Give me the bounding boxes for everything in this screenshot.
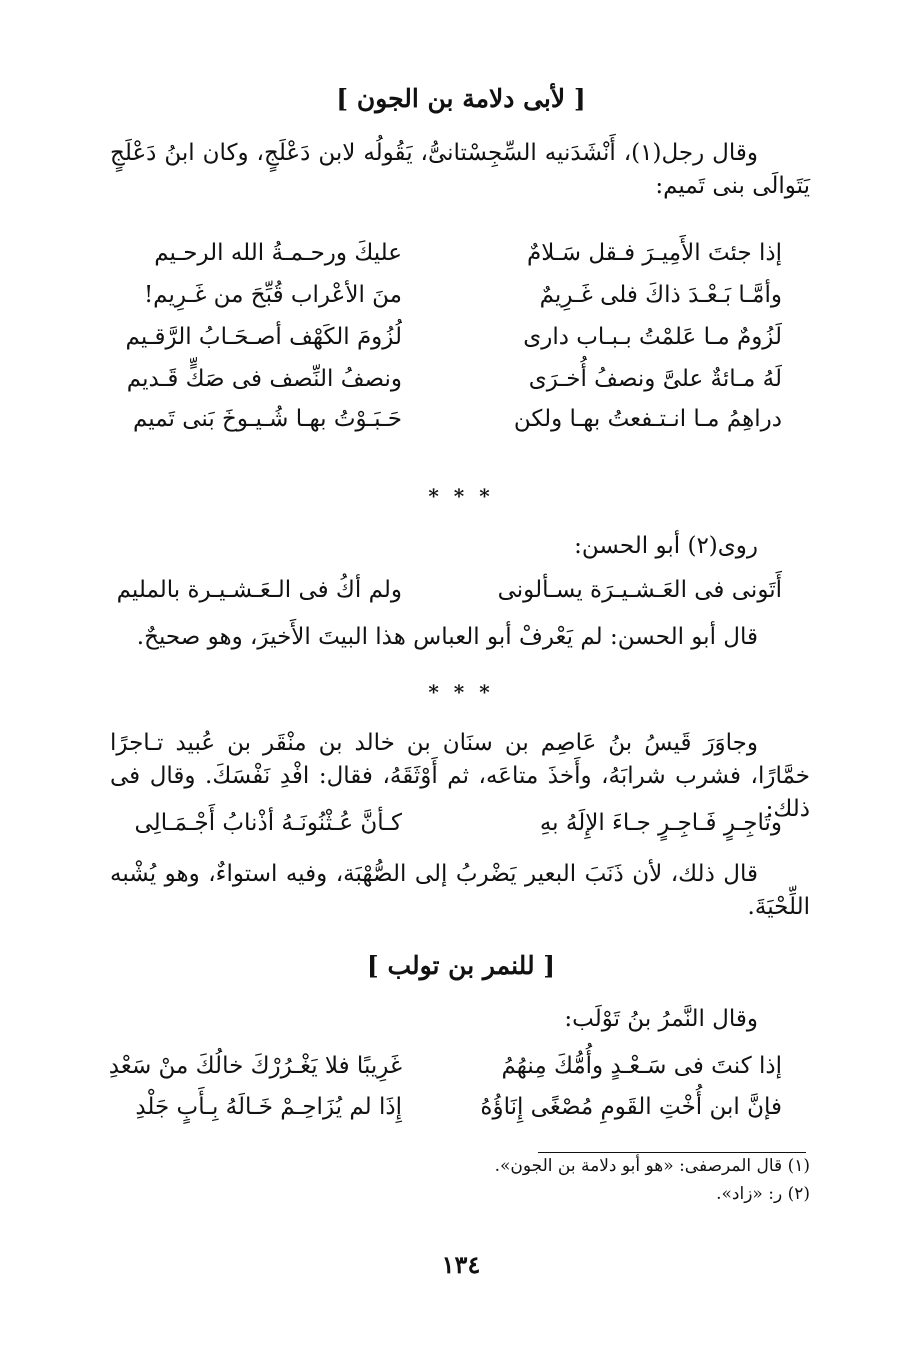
page-number: ١٣٤ (441, 1250, 481, 1279)
verse-6-first-hemistich: أَتَونى فى العَـشـيـرَة يسـألونى (497, 577, 782, 603)
note-paragraph-2: قال أبو الحسن: لم يَعْرفْ أبو العباس هذا البيتَ الأَخيرَ، وهو صحيحٌ. (136, 624, 758, 650)
verse-7-second-hemistich: كـأنَّ عُـثْنُونَـهُ أذْنابُ أَجْـمَـالِى (134, 810, 402, 836)
footnote-2: (٢) ر: «زاد». (716, 1184, 810, 1204)
section-heading-abu-dulama: [ لأبى دلامة بن الجون ] (336, 84, 586, 113)
verse-3-second-hemistich: لُزُومَ الكَهْف أصـحَـابُ الرَّقـيم (125, 324, 402, 350)
verse-2-first-hemistich: وأمَّـا بَـعْـدَ ذاكَ فلى غَـرِيمٌ (539, 282, 782, 308)
verse-5-first-hemistich: دراهِمُ مـا انـتـفعتُ بهـا ولكن (513, 406, 782, 432)
footnote-divider (538, 1152, 806, 1153)
intro-paragraph-2: روى(٢) أبو الحسن: (574, 533, 758, 559)
verse-7-first-hemistich: وتَاجِـرٍ فَـاجِـرٍ جـاءَ الإِلَهُ بهِ (539, 810, 782, 836)
verse-5-second-hemistich: حَـبَـوْتُ بهـا شُـيـوخَ بَنى تَميم (132, 406, 402, 432)
verse-3-first-hemistich: لَزُومٌ مـا عَلمْتُ بـبـاب دارى (523, 324, 782, 350)
section-separator: * * * (428, 484, 494, 508)
verse-1-first-hemistich: إذا جئتَ الأَمِيـرَ فـقل سَـلامٌ (527, 240, 782, 266)
verse-1-second-hemistich: عليكَ ورحـمـةُ الله الرحـيم (154, 240, 402, 266)
verse-2-second-hemistich: منَ الأعْراب قُبِّحَ من غَـرِيم! (143, 282, 402, 308)
section-heading-namir: [ للنمر بن تولب ] (366, 951, 556, 980)
note-paragraph-3: قال ذلك، لأن ذَنَبَ البعير يَضْربُ إلى الصُّهْبَة، وفيه استواءٌ، وهو يُشْبه اللِّحْيَةَ. (110, 861, 810, 920)
intro-paragraph-1: وقال رجل(١)، أَنْشَدَنيه السِّجِسْتانىُّ، يَقُولُه لابن دَعْلَجٍ، وكان ابنُ دَعْلَجٍ يَتَوالَى بنى تَميم: (110, 140, 810, 199)
verse-8-first-hemistich: إذا كنتَ فى سَـعْـدٍ وأُمُّكَ مِنهُمُ (501, 1053, 782, 1079)
verse-4-first-hemistich: لَهُ مـائةٌ علىَّ ونصفُ أُخـرَى (528, 366, 782, 392)
section-separator-2: * * * (428, 680, 494, 704)
verse-8-second-hemistich: غَرِيبًا فلا يَغْـرُرْكَ خالُكَ منْ سَعْدِ (108, 1053, 402, 1079)
intro-paragraph-3: وجاوَرَ قَيسُ بنُ عَاصِم بن سنَان بن خالد بن منْقَر بن عُبيد تـاجرًا خمَّارًا، فشرب شرابَهُ، وأَخذَ متاعَه، ثم أَوْثَقَهُ، فقال: افْدِ نَفْسَكَ. وقال فى ذلك: (110, 730, 810, 822)
verse-4-second-hemistich: ونصفُ النِّصف فى صَكٍّ قَـديم (126, 366, 402, 392)
verse-6-second-hemistich: ولم أكُ فى الـعَـشـيـرة بالمليم (116, 577, 402, 603)
footnote-1: (١) قال المرصفى: «هو أبو دلامة بن الجون». (494, 1156, 810, 1176)
verse-9-second-hemistich: إِذَا لم يُزَاحِـمْ خَـالَهُ بِـأَبٍ جَلْدِ (135, 1094, 402, 1120)
verse-9-first-hemistich: فإنَّ ابن أُخْتِ القَومِ مُصْغًى إِنَاؤُهُ (480, 1094, 782, 1120)
intro-paragraph-4: وقال النَّمرُ بنُ تَوْلَب: (564, 1006, 758, 1032)
